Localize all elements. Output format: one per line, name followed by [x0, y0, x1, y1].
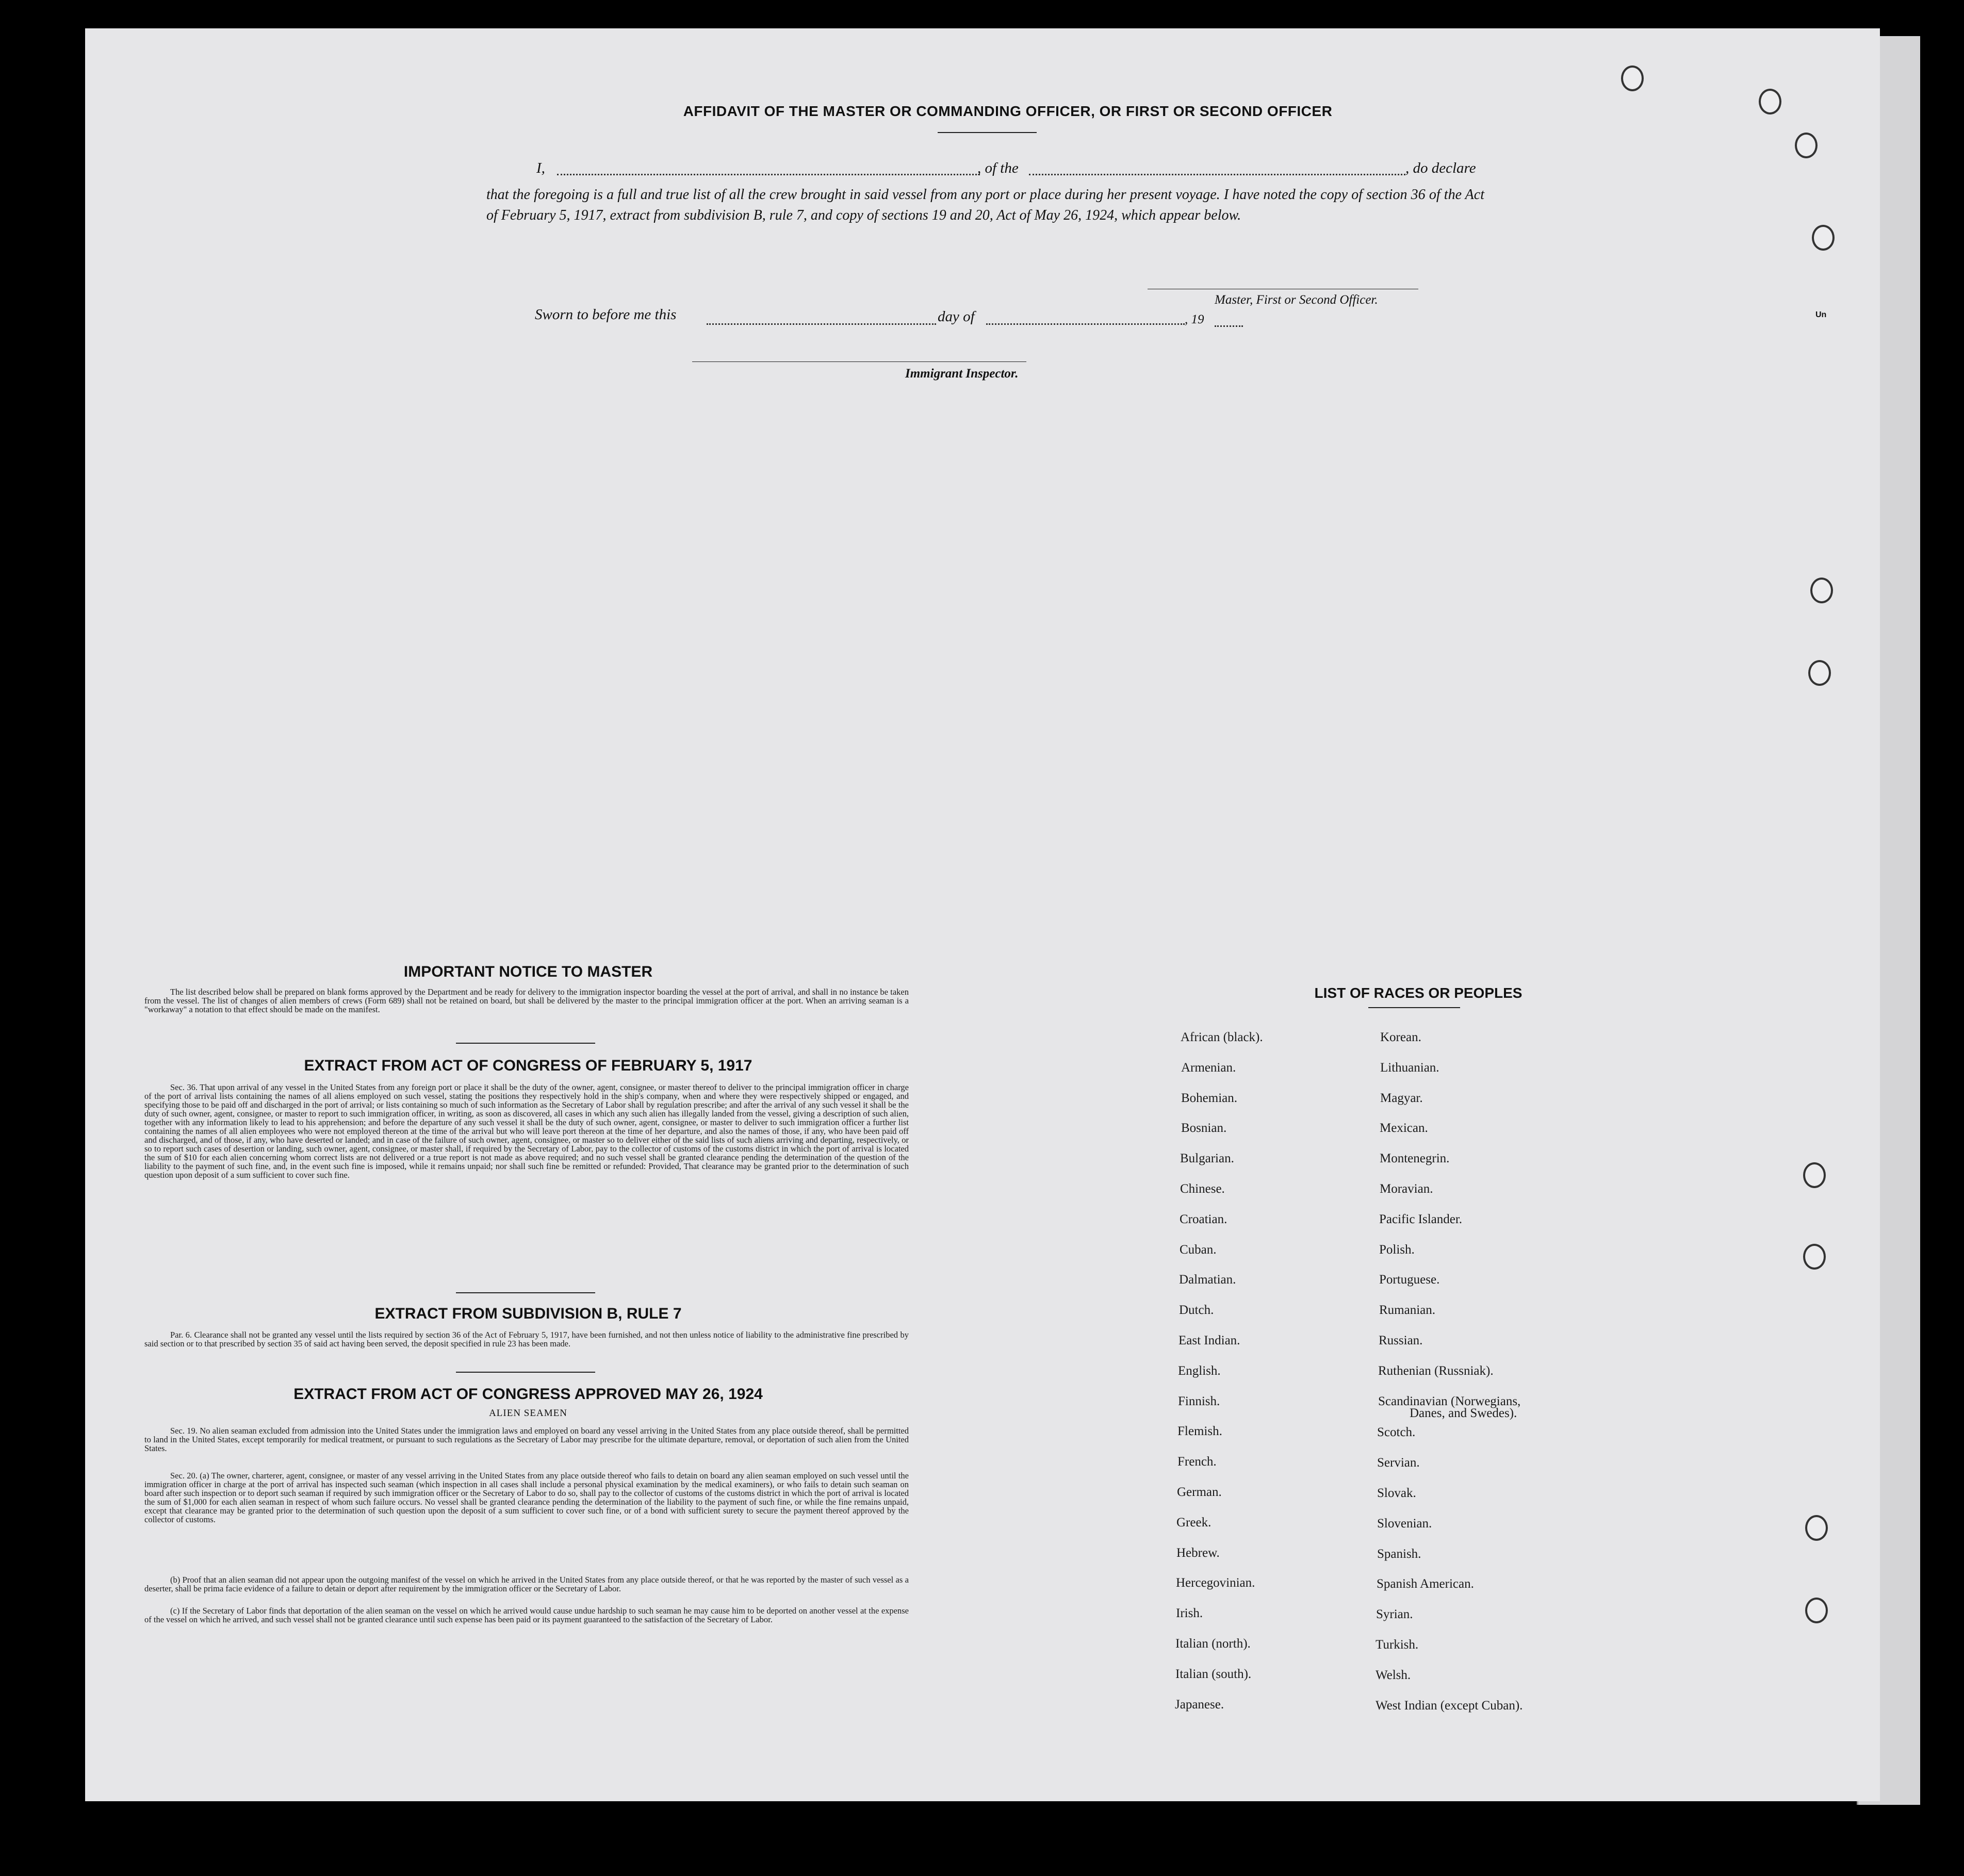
binder-hole — [1621, 65, 1644, 91]
extract-rule7-text: Par. 6. Clearance shall not be granted any vessel until the lists required by section 36 of the Act of February 5, 1917, have been furnished, and not then unless notice of liability to the administrative fine prescribed by said section or to that prescribed by section 35 of said act having been served, the deposit specified in rule 23 has been made. — [144, 1330, 909, 1348]
race-item: Scandinavian (Norwegians, — [1378, 1394, 1521, 1408]
sec20c-text: (c) If the Secretary of Labor finds that deportation of the alien seaman on the vessel on which he arrived would cause undue hardship to such seaman he may cause him to be deported on another vessel at the expense of the vessel on which he arrived, and such vessel shall not be granted clearance until such expense has been paid or its payment guaranteed to the satisfaction of the Secretary of Labor. — [144, 1606, 909, 1624]
race-item: German. — [1177, 1485, 1222, 1499]
race-item: Spanish American. — [1377, 1577, 1474, 1591]
notice-title: IMPORTANT NOTICE TO MASTER — [403, 963, 653, 980]
race-item: Bohemian. — [1181, 1091, 1238, 1105]
race-item: Syrian. — [1376, 1607, 1413, 1622]
inspector-signature-label: Immigrant Inspector. — [905, 367, 1019, 381]
race-item: Danes, and Swedes). — [1410, 1406, 1517, 1420]
race-item: Turkish. — [1376, 1638, 1419, 1652]
section-rule — [456, 1043, 595, 1044]
race-item: Magyar. — [1380, 1091, 1423, 1105]
races-title-rule — [1368, 1007, 1460, 1008]
binder-hole — [1795, 133, 1818, 158]
binder-hole — [1808, 660, 1831, 686]
section-rule — [456, 1372, 595, 1373]
race-item: Korean. — [1380, 1030, 1421, 1044]
title-rule — [938, 132, 1037, 133]
race-item: French. — [1177, 1455, 1217, 1469]
race-item: Armenian. — [1181, 1060, 1236, 1075]
race-item: Russian. — [1379, 1334, 1423, 1347]
extract-1917-text: Sec. 36. That upon arrival of any vessel in the United States from any foreign port or place it shall be the duty of the owner, agent, consignee, or master thereof to deliver to the principal immigration officer in charge of the port of arrival lists containing the names of all aliens employed on such vessel, stating the positions they respectively hold in the ship's company, when and where they were respectively shipped or engaged, and specifying those to be paid off and discharged in the port of arrival; or lists containing so much of such information as the Secretary of Labor shall by regulation prescribe; and after the arrival of any such vessel it shall be the duty of such owner, agent, consignee, or master to report to such immigration officer, in writing, as soon as discovered, all cases in which any such alien has illegally landed from the vessel, giving a description of such alien, together with any information likely to lead to his apprehension; and before the departure of any such vessel it shall be the duty of such owner, agent, consignee, or master to deliver to such immigration officer a further list containing the names of all alien employees who were not employed thereon at the time of the arrival but who will leave port thereon at the time of her departure, and also the names of those, if any, who have been paid off and discharged, and of those, if any, who have deserted or landed; and in case of the failure of such owner, agent, consignee, or master so to deliver either of the said lists of such aliens arriving and departing, respectively, or so to report such cases of desertion or landing, such owner, agent, consignee, or master shall, if required by the Secretary of Labor, pay to the collector of customs of the customs district in which the port of arrival is located the sum of $10 for each alien concerning whom correct lists are not delivered or a true report is not made as above required; and no such vessel shall be granted clearance pending the determination of the question of the liability to the payment of such fine, and, in the event such fine is imposed, while it remains unpaid; nor shall such fine be remitted or refunded: Provided, That clearance may be granted prior to the determination of such question upon deposit of a sum sufficient to cover such fine. — [144, 1082, 909, 1180]
race-item: East Indian. — [1179, 1334, 1240, 1347]
form-page — [85, 28, 1880, 1801]
race-item: Servian. — [1377, 1456, 1420, 1470]
notice-text: The list described below shall be prepared on blank forms approved by the Department and be ready for delivery to the immigration inspector boarding the vessel at the port of arrival, and shall in no instance be taken from the vessel. The list of changes of alien members of crews (Form 689) shall not be retained on board, but shall be delivered by the master to the principal immigration officer at the port. When an arriving seaman is a "workaway" a notation to that effect should be made on the manifest. — [144, 987, 909, 1014]
race-item: Scotch. — [1377, 1425, 1416, 1440]
race-item: Mexican. — [1380, 1121, 1428, 1136]
affidavit-body-text: that the foregoing is a full and true list of all the crew brought in said vessel from any port or place during her present voyage. I have noted the copy of section 36 of the Act of February 5, 1917, extract from subdivision B, rule 7, and copy of sections 19 and 20, Act of May 26, 1924, which appear below. — [486, 187, 1484, 223]
race-item: Italian (north). — [1175, 1637, 1251, 1651]
race-item: Finnish. — [1178, 1394, 1220, 1408]
extract-1917-title: EXTRACT FROM ACT OF CONGRESS OF FEBRUARY 5, 1917 — [304, 1057, 752, 1074]
affidavit-i-label: I, — [536, 160, 545, 176]
race-item: Ruthenian (Russniak). — [1378, 1363, 1494, 1378]
race-item: Italian (south). — [1175, 1667, 1252, 1681]
sec20a-text: Sec. 20. (a) The owner, charterer, agent, consignee, or master of any vessel arriving in the United States from any place outside thereof who fails to detain on board any alien seaman employed on such vessel until the immigration officer in charge at the port of arrival has inspected such seaman (which inspection in all cases shall include a personal physical examination by the medical examiners), or who fails to detain such seaman on board after such inspection or to deport such seaman if required by such immigration officer or the Secretary of Labor to do so, shall pay to the collector of customs of the customs district in which the port of arrival is located the sum of $1,000 for each alien seaman in respect of whom such failure occurs. No vessel shall be granted clearance pending the determination of the liability to the payment of such fine, or while the fine remains unpaid, except that clearance may be granted prior to the determination of such question upon the deposit of a sum sufficient to cover such fine, or of a bond with sufficient surety to secure the payment thereof approved by the collector of customs. — [144, 1471, 909, 1524]
races-title: LIST OF RACES OR PEOPLES — [1314, 985, 1523, 1001]
binder-hole — [1812, 225, 1835, 251]
race-item: English. — [1178, 1363, 1221, 1378]
section-rule — [456, 1292, 595, 1293]
race-item: Pacific Islander. — [1379, 1212, 1463, 1226]
year-blank — [1215, 325, 1243, 327]
race-item: Dutch. — [1179, 1303, 1214, 1318]
race-item: Croatian. — [1180, 1212, 1228, 1226]
race-item: Rumanian. — [1379, 1303, 1436, 1318]
race-item: Chinese. — [1180, 1182, 1225, 1196]
binder-hole — [1805, 1598, 1828, 1623]
edge-fragment-text: Un — [1815, 310, 1827, 319]
binder-hole — [1803, 1162, 1826, 1188]
binder-hole — [1805, 1515, 1828, 1541]
sworn-label: Sworn to before me this — [535, 306, 677, 323]
affidavit-title: AFFIDAVIT OF THE MASTER OR COMMANDING OFFICER, OR FIRST OR SECOND OFFICER — [683, 103, 1333, 119]
year-label: , 19 — [1185, 312, 1204, 326]
race-item: Slovenian. — [1377, 1516, 1432, 1531]
sec20b-text: (b) Proof that an alien seaman did not appear upon the outgoing manifest of the vessel on which he arrived in the United States from any place outside thereof, or that he was reported by the master of such vessel as a deserter, shall be prima facie evidence of a failure to detain or deport after requirement by the immigration officer or the Secretary of Labor. — [144, 1575, 909, 1593]
race-item: Hebrew. — [1176, 1545, 1220, 1560]
race-item: Dalmatian. — [1179, 1273, 1236, 1287]
race-item: Cuban. — [1180, 1242, 1217, 1257]
race-item: Bosnian. — [1181, 1121, 1227, 1136]
sworn-day-blank — [707, 323, 936, 325]
name-blank — [557, 174, 980, 175]
alien-seamen-subtitle: ALIEN SEAMEN — [489, 1408, 567, 1419]
race-item: Irish. — [1176, 1606, 1203, 1621]
sec19-text: Sec. 19. No alien seaman excluded from admission into the United States under the immigration laws and employed on board any vessel arriving in the United States from any place outside thereof, shall be permitted to land in the United States, except temporarily for medical treatment, or pursuant to such regulations as the Secretary of Labor may prescribe for the ultimate departure, removal, or deportation of such alien from the United States. — [144, 1426, 909, 1453]
race-item: Bulgarian. — [1180, 1151, 1234, 1166]
binder-hole — [1810, 578, 1833, 603]
affidavit-of-the-label: , of the — [977, 160, 1019, 176]
affidavit-do-declare-label: , do declare — [1405, 160, 1476, 176]
month-blank — [986, 323, 1185, 325]
race-item: African (black). — [1181, 1030, 1263, 1044]
race-item: Welsh. — [1376, 1668, 1411, 1682]
race-item: West Indian (except Cuban). — [1376, 1698, 1523, 1713]
binder-hole — [1803, 1244, 1826, 1270]
race-item: Montenegrin. — [1380, 1151, 1450, 1166]
race-item: Portuguese. — [1379, 1273, 1440, 1287]
race-item: Moravian. — [1380, 1182, 1433, 1196]
race-item: Spanish. — [1377, 1546, 1421, 1561]
race-item: Polish. — [1379, 1242, 1415, 1257]
inspector-signature-line — [692, 361, 1026, 362]
race-item: Slovak. — [1377, 1486, 1416, 1500]
extract-1924-title: EXTRACT FROM ACT OF CONGRESS APPROVED MAY 26, 1924 — [293, 1386, 763, 1403]
race-item: Hercegovinian. — [1176, 1576, 1255, 1590]
extract-rule7-title: EXTRACT FROM SUBDIVISION B, RULE 7 — [374, 1305, 682, 1322]
race-item: Japanese. — [1175, 1697, 1224, 1712]
master-signature-label: Master, First or Second Officer. — [1215, 293, 1378, 307]
race-item: Flemish. — [1177, 1424, 1222, 1439]
vessel-blank — [1029, 174, 1405, 175]
race-item: Lithuanian. — [1380, 1060, 1439, 1075]
race-item: Greek. — [1176, 1515, 1212, 1529]
day-of-label: day of — [938, 308, 975, 325]
